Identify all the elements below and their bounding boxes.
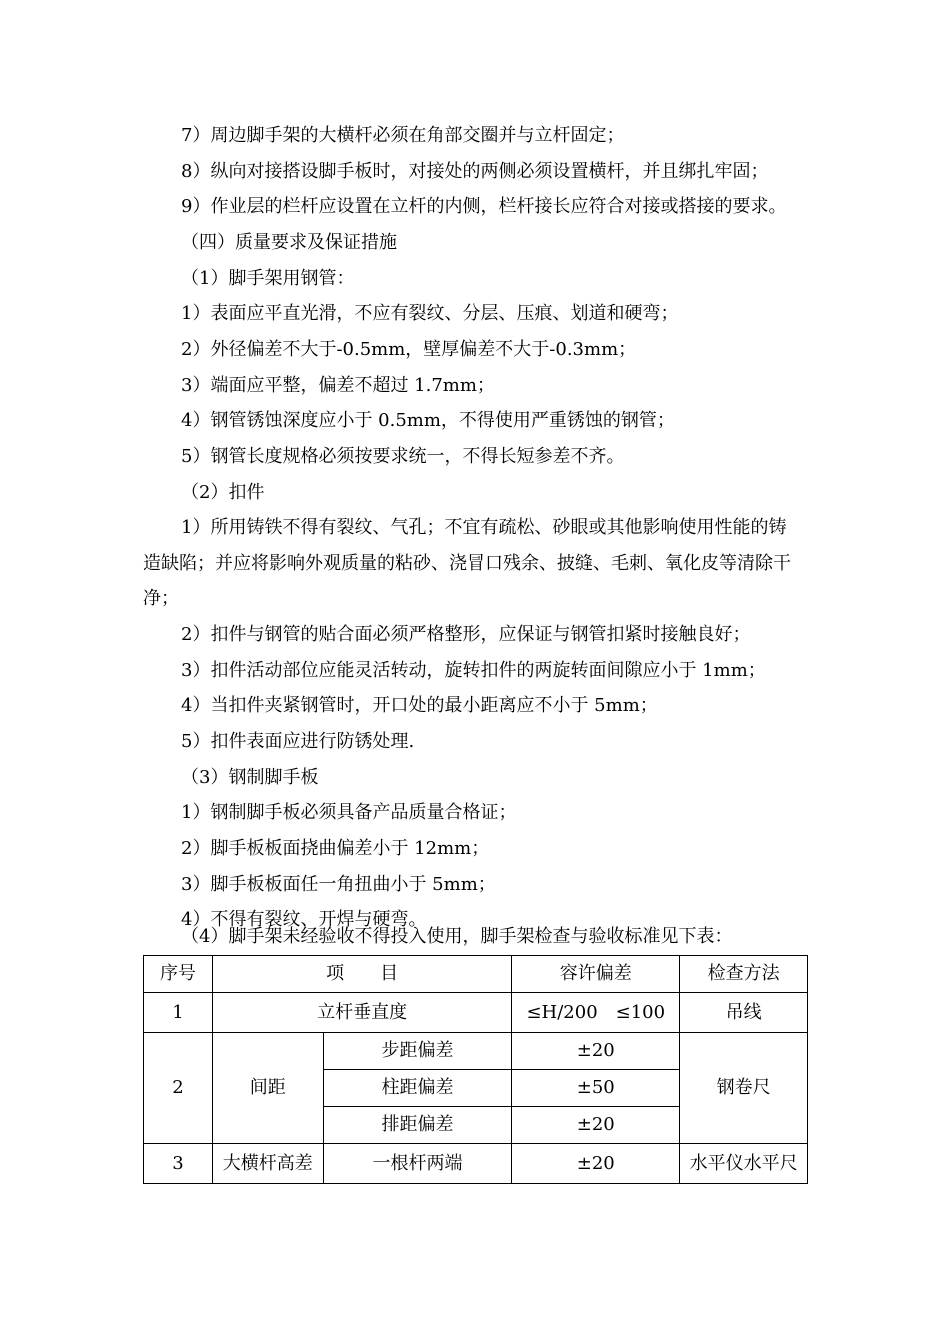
table-row <box>144 1033 808 1070</box>
cell-item: 立杆垂直度 <box>212 993 511 1033</box>
text-line-8: 3）端面应平整，偏差不超过 1.7mm； <box>181 375 495 396</box>
text-line-9: 4）钢管锈蚀深度应小于 0.5mm，不得使用严重锈蚀的钢管； <box>181 410 675 431</box>
text-line-12: 1）所用铸铁不得有裂纹、气孔；不宜有疏松、砂眼或其他影响使用性能的铸 <box>181 517 787 538</box>
subsection-heading-steel-pipe: （1）脚手架用钢管： <box>181 268 355 289</box>
table-intro-line: （4）脚手架未经验收不得投入使用，脚手架检查与验收标准见下表： <box>181 926 733 947</box>
text-line-14: 净； <box>143 588 179 609</box>
cell-method: 钢卷尺 <box>680 1033 808 1144</box>
table-row <box>144 1144 808 1184</box>
text-line-20: 1）钢制脚手板必须具备产品质量合格证； <box>181 802 517 823</box>
cell-tolerance: ±20 <box>512 1144 680 1184</box>
header-tolerance: 容许偏差 <box>512 956 680 993</box>
text-line-13: 造缺陷；并应将影响外观质量的粘砂、浇冒口残余、披缝、毛刺、氧化皮等清除干 <box>143 553 791 574</box>
cell-tolerance: ≤H/200 ≤100 <box>512 993 680 1033</box>
text-line-10: 5）钢管长度规格必须按要求统一，不得长短参差不齐。 <box>181 446 625 467</box>
text-line-2: 8）纵向对接搭设脚手板时，对接处的两侧必须设置横杆，并且绑扎牢固； <box>181 161 769 182</box>
text-line-21: 2）脚手板板面挠曲偏差小于 12mm； <box>181 838 490 859</box>
text-line-22: 3）脚手板板面任一角扭曲小于 5mm； <box>181 874 496 895</box>
cell-no: 2 <box>144 1033 213 1144</box>
cell-no: 3 <box>144 1144 213 1184</box>
subsection-heading-steel-board: （3）钢制脚手板 <box>181 767 319 788</box>
text-line-7: 2）外径偏差不大于-0.5mm，壁厚偏差不大于-0.3mm； <box>181 339 637 360</box>
text-line-3: 9）作业层的栏杆应设置在立杆的内侧，栏杆接长应符合对接或搭接的要求。 <box>181 196 787 217</box>
cell-sub-item: 一根杆两端 <box>323 1144 512 1184</box>
cell-tolerance: ±20 <box>512 1107 680 1144</box>
section-heading-quality: （四）质量要求及保证措施 <box>181 232 397 253</box>
cell-group: 大横杆高差 <box>212 1144 323 1184</box>
inspection-standard-table <box>143 955 808 1184</box>
cell-tolerance: ±50 <box>512 1070 680 1107</box>
cell-method: 吊线 <box>680 993 808 1033</box>
header-item: 项 目 <box>212 956 511 993</box>
cell-tolerance: ±20 <box>512 1033 680 1070</box>
text-line-1: 7）周边脚手架的大横杆必须在角部交圈并与立杆固定； <box>181 125 625 146</box>
table-header-row <box>144 956 808 993</box>
cell-method: 水平仪水平尺 <box>680 1144 808 1184</box>
text-line-15: 2）扣件与钢管的贴合面必须严格整形，应保证与钢管扣紧时接触良好； <box>181 624 751 645</box>
cell-group: 间距 <box>212 1033 323 1144</box>
text-line-6: 1）表面应平直光滑，不应有裂纹、分层、压痕、划道和硬弯； <box>181 303 679 324</box>
text-line-16: 3）扣件活动部位应能灵活转动，旋转扣件的两旋转面间隙应小于 1mm； <box>181 660 766 681</box>
subsection-heading-fastener: （2）扣件 <box>181 482 265 503</box>
cell-sub-item: 排距偏差 <box>323 1107 512 1144</box>
text-line-18: 5）扣件表面应进行防锈处理. <box>181 731 415 752</box>
cell-sub-item: 柱距偏差 <box>323 1070 512 1107</box>
cell-no: 1 <box>144 993 213 1033</box>
header-method: 检查方法 <box>680 956 808 993</box>
text-line-17: 4）当扣件夹紧钢管时，开口处的最小距离应不小于 5mm； <box>181 695 658 716</box>
table-row <box>144 993 808 1033</box>
text-line-23: 4）不得有裂纹、开焊与硬弯。 <box>181 909 427 930</box>
cell-sub-item: 步距偏差 <box>323 1033 512 1070</box>
header-no: 序号 <box>144 956 213 993</box>
